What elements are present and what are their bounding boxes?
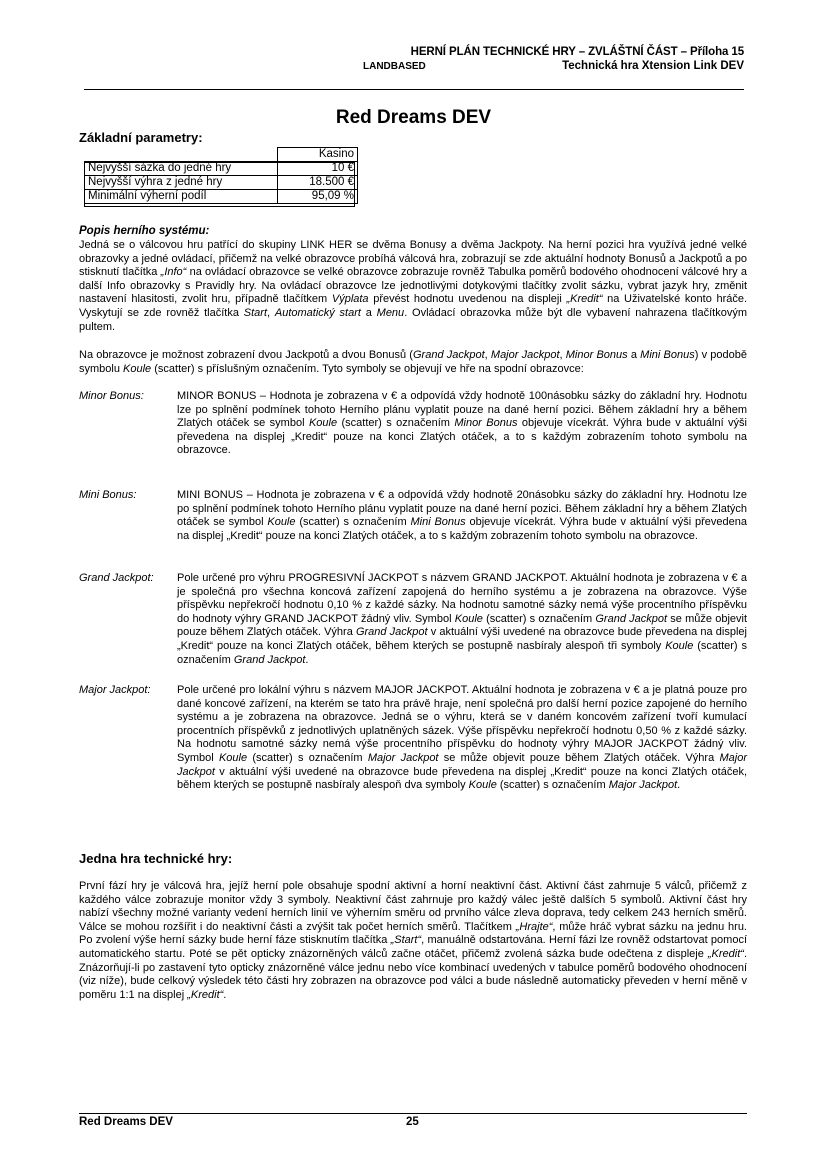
table-header-empty (85, 148, 278, 162)
footer-divider (79, 1113, 747, 1114)
header-subline (84, 61, 744, 75)
table-row (85, 162, 358, 176)
definition-body-grand-jackpot: Pole určené pro výhru PROGRESIVNÍ JACKPOT s názvem GRAND JACKPOT. Aktuální hodnota je zobrazena v € a je společná pro všechna koncová zařízení zapojená do herního systému a je zobrazena na obrazovce. Výše příspěvku nepřekročí hodnotu 0,10 % z každé sázky. Na hodnotu samotné sázky nemá výše procentního příspěvku do hodnoty výhry GRAND JACKPOT žádný vliv. Symbol Koule (scatter) s označením Grand Jackpot se může objevit pouze během Zlatých otáček. Výhra Grand Jackpot v aktuální výši uvedené na obrazovce bude převedena na displej „Kredit“ pouze na konci Zlatých otáček, během kterých se postupně nasbíraly alespoň tři symboly Koule (scatter) s označením Grand Jackpot. (177, 572, 748, 666)
definition-body-minor-bonus: MINOR BONUS – Hodnota je zobrazena v € a odpovídá vždy hodnotě 100násobku sázky do základní hry. Hodnotu lze po splnění podmínek tohoto Herního plánu vyplatit pouze na dané herní pozici. Během základní hry a během Zlatých otáček se symbol Koule (scatter) s označením Minor Bonus objevuje vícekrát. Výhra bude v aktuální výši převedena na displej „Kredit“ pouze na konci Zlatých otáček, a to s každým zobrazením tohoto symbolu na obrazovce. (177, 390, 747, 457)
header-game-name: Technická hra Xtension Link DEV (562, 60, 744, 72)
system-description-heading: Popis herního systému: (79, 225, 210, 237)
table-header-row (85, 148, 358, 162)
single-game-heading: Jedna hra technické hry: (79, 851, 233, 866)
definition-term-minor-bonus: Minor Bonus: (79, 390, 144, 402)
table-cell-value: 95,09 % (278, 190, 358, 204)
definition-body-mini-bonus: MINI BONUS – Hodnota je zobrazena v € a odpovídá vždy hodnotě 20násobku sázky do základní hry. Hodnotu lze po splnění podmínek tohoto Herního plánu vyplatit pouze na dané herní pozici. Během základní hry a během Zlatých otáček se symbol Koule (scatter) s označením Mini Bonus objevuje vícekrát. Výhra bude v aktuální výši převedena na displej „Kredit“ pouze na konci Zlatých otáček, a to s každým zobrazením tohoto symbolu na obrazovce. (177, 489, 747, 542)
table-cell-value: 18.500 € (278, 176, 358, 190)
definition-body-major-jackpot: Pole určené pro lokální výhru s názvem MAJOR JACKPOT. Aktuální hodnota je zobrazena v € a je platná pouze pro dané koncové zařízení, na kterém se tato hra právě hraje, není společná pro další herní pozice zapojené do herního systému a je zobrazena na obrazovce. Jedná se o výhru, která se v daném koncovém zařízení tvoří kumulací procentních příspěvků z jednotlivých uplatněných sázek. Výše příspěvku nepřekročí hodnotu 0,50 % z každé sázky. Na hodnotu samotné sázky nemá výše procentního příspěvku do hodnoty výhry MAJOR JACKPOT žádný vliv. Symbol Koule (scatter) s označením Major Jackpot se může objevit pouze během Zlatých otáček. Výhra Major Jackpot v aktuální výši uvedené na obrazovce bude převedena na displej „Kredit“ pouze na konci Zlatých otáček, během kterých se postupně nasbíraly alespoň dva symboly Koule (scatter) s označením Major Jackpot. (177, 684, 747, 792)
definition-term-mini-bonus: Mini Bonus: (79, 489, 137, 501)
header-divider (84, 89, 744, 90)
table-row (85, 190, 358, 204)
header-landbased: LANDBASED (363, 61, 426, 72)
table-cell-label: Nejvyšší sázka do jedné hry (85, 162, 278, 176)
system-paragraph-1: Jedná se o válcovou hru patřící do skupiny LINK HER se dvěma Bonusy a dvěma Jackpoty. Na herní pozici hra využívá jedné velké obrazovky a jedné ovládací, přičemž na velké obrazovce probíhá válcová hra, zobrazují se zde aktuální hodnoty Bonusů a Jackpotů a po stisknutí tlačítka „Info“ na ovládací obrazovce se velké obrazovce zobrazuje rovněž Tabulka poměrů bodového ohodnocení válcové hry a další Info obrazovky s Pravidly hry. Na ovládací obrazovce lze jednotlivými dotykovými tlačítky zvolit sázku, vybrat jazyk hry, změnit nastavení hlasitosti, zvolit hru, případně tlačítkem Výplata převést hodnotu uvedenou na displeji „Kredit“ na Uživatelské konto hráče. Vyskytují se zde rovněž tlačítka Start, Automatický start a Menu. Ovládací obrazovka může být dle vybavení nahrazena tlačítkovým pultem. (79, 239, 748, 333)
definition-term-grand-jackpot: Grand Jackpot: (79, 572, 154, 584)
single-game-paragraph: První fází hry je válcová hra, jejíž herní pole obsahuje spodní aktivní a horní neaktivní část. Aktivní část zahrnuje 5 válců, přičemž z každého válce zobrazuje monitor vždy 3 symboly. Neaktivní část zahrnuje pro každý válec ještě dalších 5 symbolů. Aktivní část hry nabízí všechny možné varianty vedení herních linií ve výherním směru od prvního válce zleva doprava, tedy celkem 243 herních směrů. Válce se mohou rozšířit i do neaktivní části a zvýšit tak počet herních směrů. Tlačítkem „Hrajte“, může hráč vybrat sázku na jednu hru. Po zvolení výše herní sázky bude herní fáze stisknutím tlačítka „Start“, manuálně odstartována. Herní fázi lze rovněž odstartovat pomocí automatického startu. Poté se pět opticky znázorněných válců začne otáčet, přičemž zvolená sázka bude odečtena z displeje „Kredit“. Znázorňují-li po zastavení tyto opticky znázorněné válce jednu nebo více kombinací uvedených v tabulce poměrů bodového ohodnocení (viz níže), bude celkový výsledek této části hry zobrazen na obrazovce pod válci a bude následně automaticky převeden v herní měně v poměru 1:1 na displej „Kredit“. (79, 880, 747, 1001)
document-title: Red Dreams DEV (335, 107, 492, 128)
system-paragraph-2: Na obrazovce je možnost zobrazení dvou Jackpotů a dvou Bonusů (Grand Jackpot, Major Jackpot, Minor Bonus a Mini Bonus) v podobě symbolu Koule (scatter) s příslušným označením. Tyto symboly se objevují ve hře na spodní obrazovce: (79, 349, 747, 375)
table-cell-value: 10 € (278, 162, 358, 176)
footer-title: Red Dreams DEV (79, 1116, 173, 1128)
table-cell-label: Minimální výherní podíl (85, 190, 278, 204)
table-row (85, 176, 358, 190)
table-column-header: Kasino (278, 148, 358, 162)
parameters-table (84, 147, 358, 204)
table-cell-label: Nejvyšší výhra z jedné hry (85, 176, 278, 190)
definition-term-major-jackpot: Major Jackpot: (79, 684, 151, 696)
parameters-heading: Základní parametry: (79, 130, 203, 145)
page-number: 25 (406, 1116, 419, 1128)
header-title: HERNÍ PLÁN TECHNICKÉ HRY – ZVLÁŠTNÍ ČÁST – Příloha 15 (410, 46, 744, 58)
